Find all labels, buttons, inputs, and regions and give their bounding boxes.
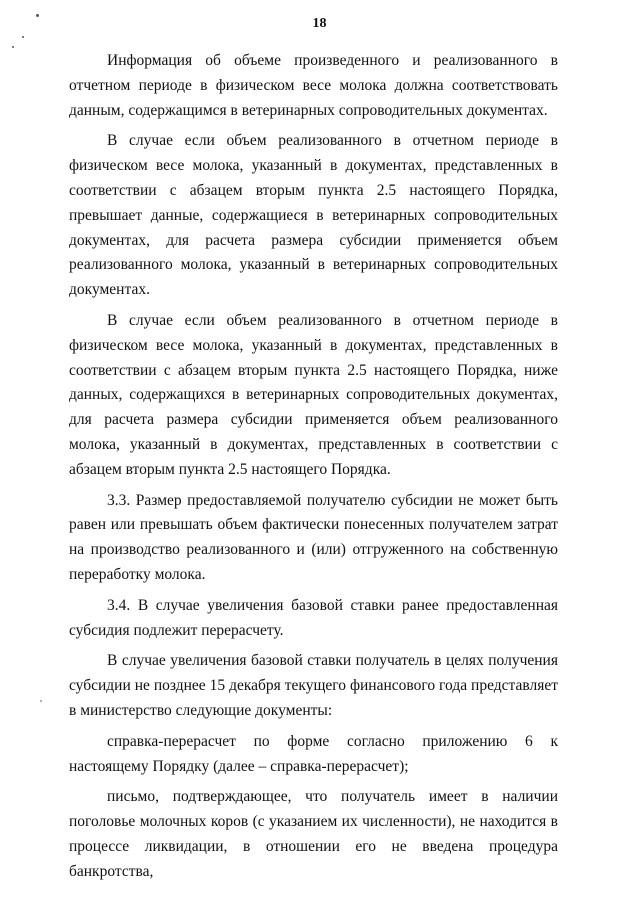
paragraph-recalc-certificate: справка-перерасчет по форме согласно приложению 6 к настоящему Порядку (далее – справка-перерасчет); [69, 732, 558, 775]
paragraph-volume-exceeds: В случае если объем реализованного в отчетном периоде в физическом весе молока, указанный в документах, представленных в соответствии с абзацем вторым пункта 2.5 настоящего Порядка, превышает данные, содержащиеся в ветеринарных сопроводительных документах, для расчета размера субсидии применяется объем реализованного молока, указанный в ветеринарных сопроводительных документах. [69, 132, 558, 299]
paragraph-3-4: 3.4. В случае увеличения базовой ставки ранее предоставленная субсидия подлежит перерасчету. [69, 596, 558, 639]
paragraph-3-3: 3.3. Размер предоставляемой получателю субсидии не может быть равен или превышать объем фактически понесенных получателем затрат на производство реализованного и (или) отгруженного на собственную переработку молока. [69, 491, 558, 583]
paragraph-volume-below: В случае если объем реализованного в отчетном периоде в физическом весе молока, указанный в документах, представленных в соответствии с абзацем вторым пункта 2.5 настоящего Порядка, ниже данных, содержащихся в ветеринарных сопроводительных документах, для расчета размера субсидии применяется объем реализованного молока, указанный в документах, представленных в соответствии с абзацем вторым пункта 2.5 настоящего Порядка. [69, 311, 558, 478]
paragraph-milk-volume-info: Информация об объеме произведенного и реализованного в отчетном периоде в физическом весе молока должна соответствовать данным, содержащимся в ветеринарных сопроводительных документах. [69, 52, 558, 119]
scan-speck [40, 700, 42, 702]
scan-speck [12, 46, 14, 48]
page-number: 18 [312, 16, 327, 31]
scan-speck [22, 36, 24, 38]
paragraph-base-rate-increase: В случае увеличения базовой ставки получатель в целях получения субсидии не позднее 15 декабря текущего финансового года представляет в министерство следующие документы: [69, 652, 558, 719]
document-body [69, 49, 558, 885]
paragraph-confirmation-letter: письмо, подтверждающее, что получатель имеет в наличии поголовье молочных коров (с указанием их численности), не находится в процессе ликвидации, в отношении его не введена процедура банкротства, [69, 788, 558, 880]
